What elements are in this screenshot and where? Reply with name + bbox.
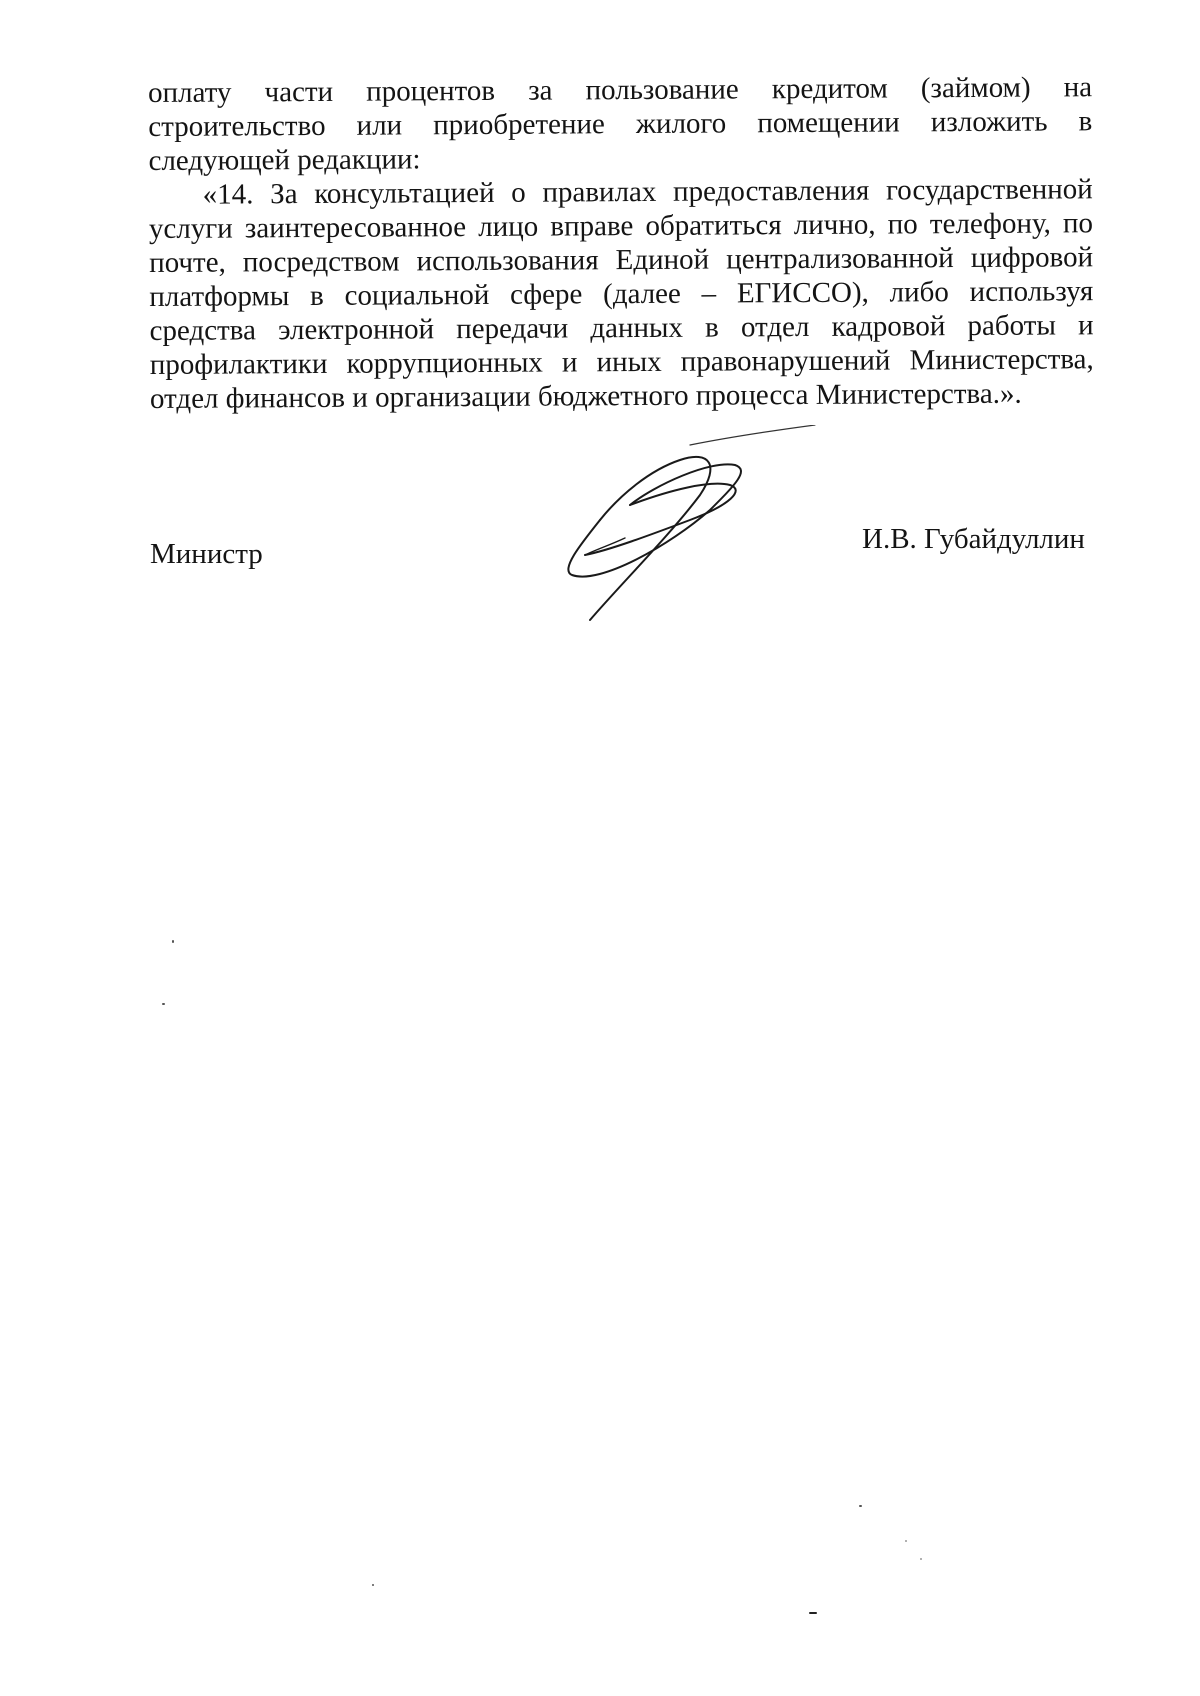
scan-speck [809,1612,817,1614]
body-paragraph-continuation: оплату части процентов за пользование кредитом (займом) на строительство или приобретение жилого помещении изложить в следующей редакции: [148,71,1093,177]
scan-speck [372,1584,374,1586]
document-body [148,70,1094,416]
scan-speck [920,1558,922,1560]
signatory-title: Министр [150,538,263,570]
scan-speck [859,1505,862,1507]
handwritten-signature [560,425,830,625]
signatory-name: И.В. Губайдуллин [862,523,1085,555]
scan-speck [172,940,174,943]
scan-speck [162,1003,165,1005]
scan-speck [905,1540,907,1542]
body-paragraph-item-14: «14. За консультацией о правилах предоставления государственной услуги заинтересованное лицо вправе обратиться лично, по телефону, по почте, посредством использования Единой централизованной цифровой платформы в социальной сфере (далее – ЕГИССО), либо используя средства электронной передачи данных в отдел кадровой работы и профилактики коррупционных и иных правонарушений Министерства, отдел финансов и организации бюджетного процесса Министерства.». [148,173,1094,415]
